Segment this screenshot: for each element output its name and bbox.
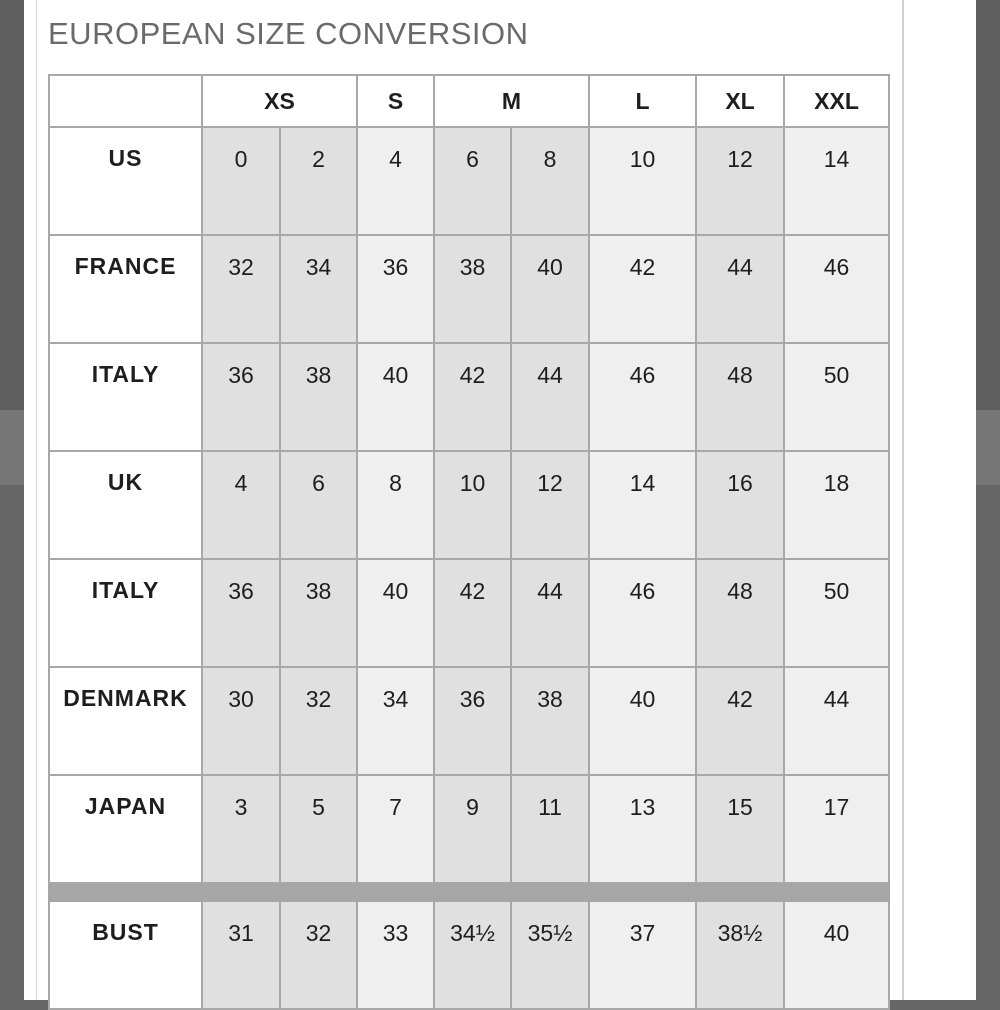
size-header-cell: XS: [202, 75, 357, 127]
table-cell: 46: [589, 343, 696, 451]
table-cell: 15: [696, 775, 784, 883]
table-cell: 4: [357, 127, 434, 235]
table-cell: 40: [511, 235, 589, 343]
section-separator: [49, 883, 889, 901]
table-cell: 18: [784, 451, 889, 559]
table-cell: 3: [202, 775, 280, 883]
table-cell: 12: [511, 451, 589, 559]
table-cell: 40: [357, 343, 434, 451]
table-cell: 46: [784, 235, 889, 343]
row-label: ITALY: [49, 559, 202, 667]
row-label: ITALY: [49, 343, 202, 451]
size-header-cell: XXL: [784, 75, 889, 127]
table-cell: 50: [784, 559, 889, 667]
table-cell: 38: [434, 235, 511, 343]
table-cell: 34: [357, 667, 434, 775]
table-cell: 6: [434, 127, 511, 235]
table-cell: 33: [357, 901, 434, 1009]
table-cell: 40: [589, 667, 696, 775]
table-cell: 36: [357, 235, 434, 343]
table-cell: 38: [280, 343, 357, 451]
table-cell: 32: [202, 235, 280, 343]
table-cell: 32: [280, 901, 357, 1009]
size-conversion-table: [48, 74, 890, 1010]
table-cell: 44: [696, 235, 784, 343]
table-cell: 42: [434, 559, 511, 667]
table-cell: 31: [202, 901, 280, 1009]
table-cell: 34½: [434, 901, 511, 1009]
row-label: US: [49, 127, 202, 235]
table-cell: 8: [357, 451, 434, 559]
table-cell: 32: [280, 667, 357, 775]
table-cell: 38: [511, 667, 589, 775]
table-cell: 44: [511, 559, 589, 667]
table-cell: 46: [589, 559, 696, 667]
table-cell: 38: [280, 559, 357, 667]
table-cell: 30: [202, 667, 280, 775]
table-cell: 2: [280, 127, 357, 235]
table-cell: 8: [511, 127, 589, 235]
table-row: [49, 127, 889, 235]
table-cell: 16: [696, 451, 784, 559]
page-title: EUROPEAN SIZE CONVERSION: [48, 16, 529, 51]
corner-cell: [49, 75, 202, 127]
table-cell: 6: [280, 451, 357, 559]
table-cell: 36: [202, 559, 280, 667]
table-cell: 48: [696, 559, 784, 667]
size-header-cell: L: [589, 75, 696, 127]
table-cell: 10: [434, 451, 511, 559]
table-cell: 14: [784, 127, 889, 235]
table-row: [49, 775, 889, 883]
table-cell: 0: [202, 127, 280, 235]
row-label: JAPAN: [49, 775, 202, 883]
table-row: [49, 235, 889, 343]
table-cell: 14: [589, 451, 696, 559]
table-cell: 35½: [511, 901, 589, 1009]
table-cell: 10: [589, 127, 696, 235]
row-label: FRANCE: [49, 235, 202, 343]
size-header-cell: XL: [696, 75, 784, 127]
table-row: [49, 559, 889, 667]
table-cell: 44: [511, 343, 589, 451]
row-label: DENMARK: [49, 667, 202, 775]
separator-bar: [49, 883, 889, 901]
table-cell: 4: [202, 451, 280, 559]
size-header-cell: M: [434, 75, 589, 127]
table-cell: 40: [784, 901, 889, 1009]
table-cell: 38½: [696, 901, 784, 1009]
table-cell: 36: [202, 343, 280, 451]
table-cell: 17: [784, 775, 889, 883]
table-row: [49, 451, 889, 559]
page-left-rule: [36, 0, 37, 1000]
size-header-row: [49, 75, 889, 127]
table-cell: 5: [280, 775, 357, 883]
row-label: BUST: [49, 901, 202, 1009]
size-header-cell: S: [357, 75, 434, 127]
table-cell: 42: [589, 235, 696, 343]
table-cell: 7: [357, 775, 434, 883]
table-cell: 13: [589, 775, 696, 883]
table-cell: 42: [696, 667, 784, 775]
table-row: [49, 901, 889, 1009]
table-cell: 48: [696, 343, 784, 451]
table-cell: 12: [696, 127, 784, 235]
table-row: [49, 343, 889, 451]
table-cell: 50: [784, 343, 889, 451]
table-cell: 11: [511, 775, 589, 883]
table-cell: 9: [434, 775, 511, 883]
table-cell: 34: [280, 235, 357, 343]
table-cell: 42: [434, 343, 511, 451]
table-cell: 40: [357, 559, 434, 667]
table-row: [49, 667, 889, 775]
table-cell: 36: [434, 667, 511, 775]
page-right-rule: [902, 0, 904, 1000]
row-label: UK: [49, 451, 202, 559]
table-cell: 44: [784, 667, 889, 775]
table-cell: 37: [589, 901, 696, 1009]
